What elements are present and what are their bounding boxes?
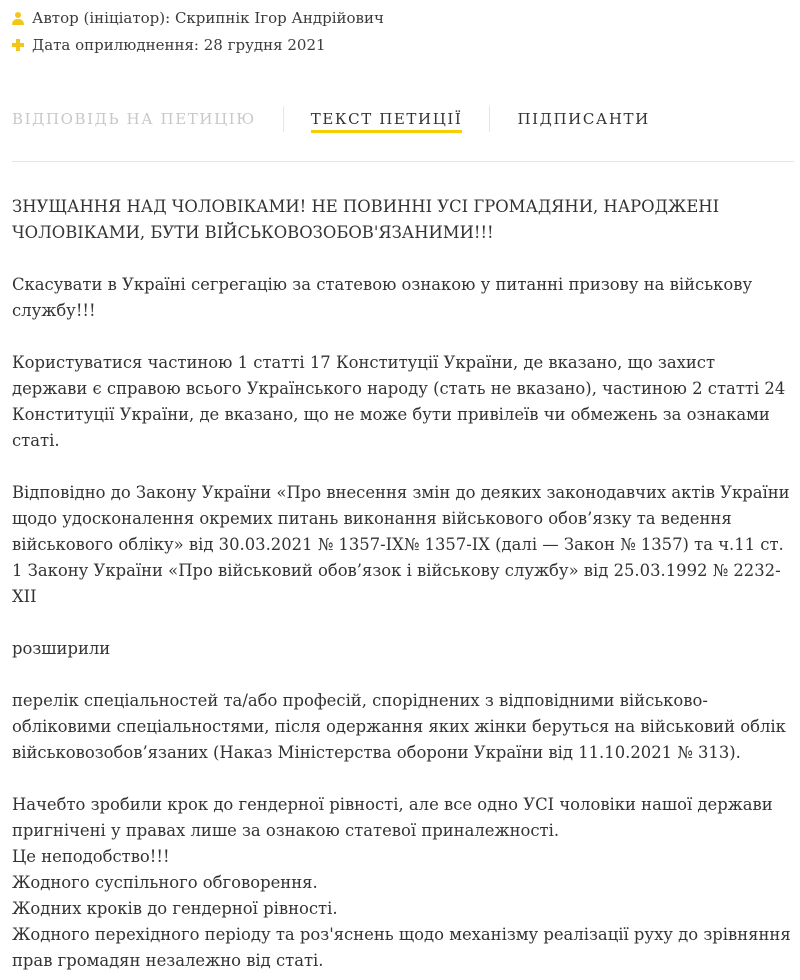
author-label: Автор (ініціатор): Скрипнік Ігор Андрійович — [32, 8, 384, 27]
petition-paragraph: перелік спеціальностей та/або професій, споріднених з відповідними військово-обліковими спеціальностями, після одержання яких жінки беруться на військовий облік військовозобов’язаних (Наказ Міністерства оборони України від 11.10.2021 № 313). — [12, 691, 786, 762]
closing-line: Жодних кроків до гендерної рівності. — [12, 899, 338, 918]
date-row — [12, 31, 384, 58]
petition-tabs — [12, 104, 650, 140]
closing-line: Це неподобство!!! — [12, 847, 170, 866]
petition-meta — [12, 4, 384, 58]
tab-petition-text[interactable]: ТЕКСТ ПЕТИЦІЇ — [311, 104, 463, 133]
closing-line: Жодного перехідного періоду та роз'яснень щодо механізму реалізації руху до зрівняння прав громадян незалежно від статі. — [12, 925, 791, 970]
user-icon — [12, 11, 24, 25]
petition-title: ЗНУЩАННЯ НАД ЧОЛОВІКАМИ! НЕ ПОВИННІ УСІ ГРОМАДЯНИ, НАРОДЖЕНІ ЧОЛОВІКАМИ, БУТИ ВІЙСЬКОВОЗОБОВ'ЯЗАНИМИ!!! — [12, 197, 720, 242]
date-label: Дата оприлюднення: 28 грудня 2021 — [32, 35, 326, 54]
petition-paragraph: Відповідно до Закону України «Про внесення змін до деяких законодавчих актів України щодо удосконалення окремих питань виконання військового обов’язку та ведення військового обліку» від 30.03.2021 № 1357-IX№ 1357-IX (далі — Закон № 1357) та ч.11 ст. 1 Закону України «Про військовий обов’язок і військову службу» від 25.03.1992 № 2232-XII — [12, 483, 790, 606]
tab-separator — [489, 106, 490, 132]
petition-text — [12, 194, 792, 974]
closing-line: Начебто зробили крок до гендерної рівності, але все одно УСІ чоловіки нашої держави пригнічені у правах лише за ознакою статевої приналежності. — [12, 795, 773, 840]
tab-petition-response[interactable]: ВІДПОВІДЬ НА ПЕТИЦІЮ — [12, 110, 256, 128]
closing-line: Жодного суспільного обговорення. — [12, 873, 318, 892]
tab-separator — [283, 106, 284, 132]
petition-paragraph: Користуватися частиною 1 статті 17 Конституції України, де вказано, що захист держави є справою всього Українського народу (стать не вказано), частиною 2 статті 24 Конституції України, де вказано, що не може бути привілеїв чи обмежень за ознаками статі. — [12, 353, 786, 450]
petition-paragraph: розширили — [12, 639, 111, 658]
author-row — [12, 4, 384, 31]
petition-paragraph: Скасувати в Україні сегрегацію за статевою ознакою у питанні призову на військову службу!!! — [12, 275, 753, 320]
tab-signers[interactable]: ПІДПИСАНТИ — [517, 110, 650, 128]
plus-icon — [12, 38, 24, 52]
tabs-divider — [12, 161, 794, 162]
